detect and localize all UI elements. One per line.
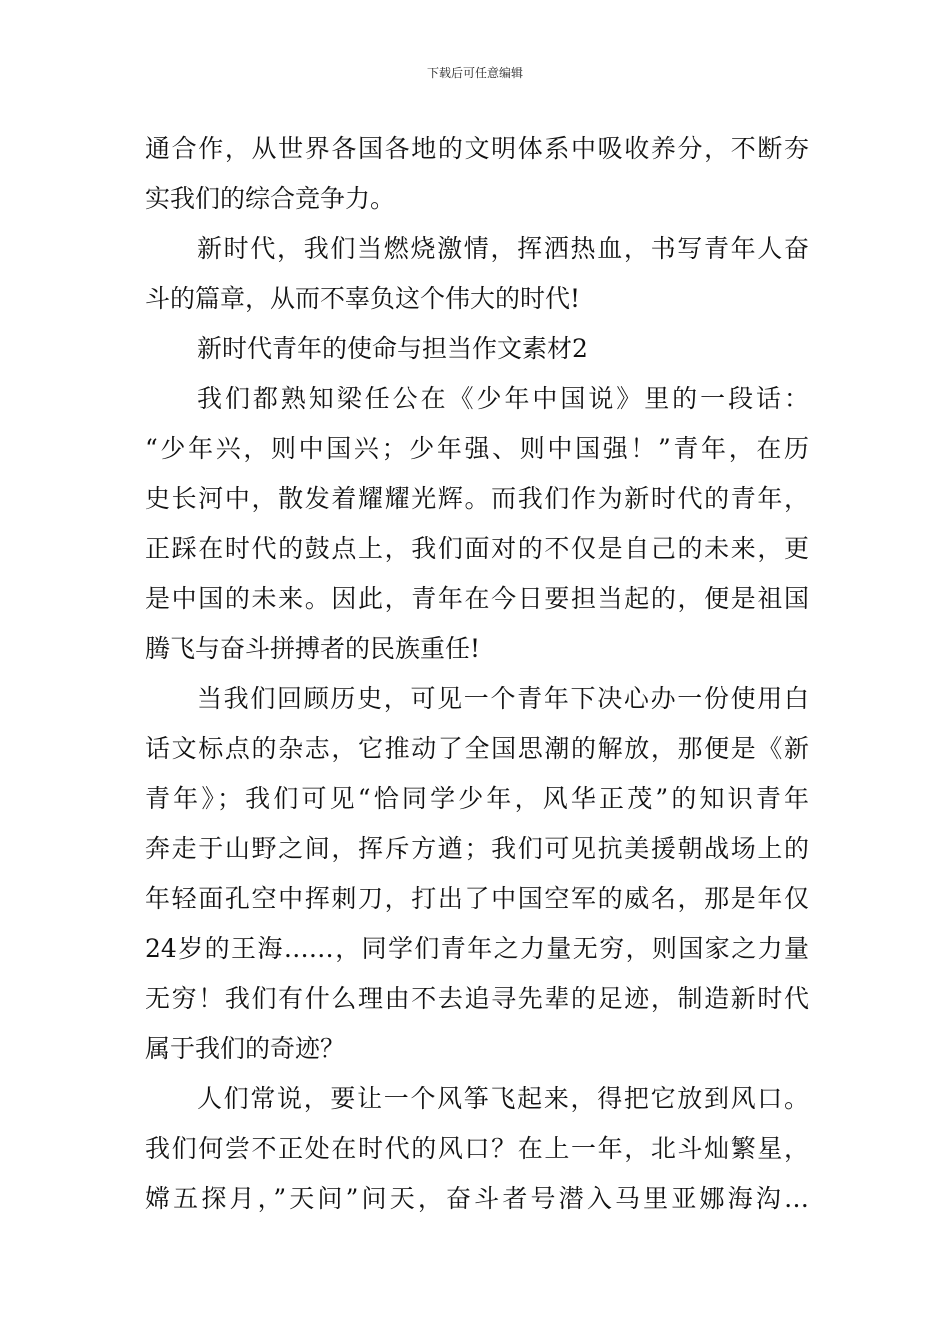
text-line: 我们都熟知梁任公在《少年中国说》里的一段话： — [197, 384, 809, 413]
text-line: “少年兴，则中国兴；少年强、则中国强！”青年，在历 — [145, 434, 809, 463]
text-line: 无穷！我们有什么理由不去追寻先辈的足迹，制造新时代 — [145, 984, 809, 1013]
text-line: 当我们回顾历史，可见一个青年下决心办一份使用白 — [197, 684, 809, 713]
text-line: 正踩在时代的鼓点上，我们面对的不仅是自己的未来，更 — [145, 534, 809, 563]
text-line: 是中国的未来。因此，青年在今日要担当起的，便是祖国 — [145, 584, 809, 613]
text-line: 我们何尝不正处在时代的风口？在上一年，北斗灿繁星， — [145, 1134, 809, 1163]
document-body — [145, 124, 809, 1224]
text-line: 奔走于山野之间，挥斥方遒；我们可见抗美援朝战场上的 — [145, 834, 809, 863]
text-line: 斗的篇章，从而不辜负这个伟大的时代! — [145, 284, 581, 313]
text-line: 青年》；我们可见“恰同学少年，风华正茂”的知识青年 — [145, 784, 809, 813]
text-line: 属于我们的奇迹？ — [145, 1034, 346, 1063]
text-line: 人们常说，要让一个风筝飞起来，得把它放到风口。 — [197, 1084, 809, 1113]
text-line: 话文标点的杂志，它推动了全国思潮的解放，那便是《新 — [145, 734, 809, 763]
text-line: 史长河中，散发着耀耀光辉。而我们作为新时代的青年， — [145, 484, 809, 513]
text-line: 新时代，我们当燃烧激情，挥洒热血，书写青年人奋 — [197, 234, 809, 263]
section-title: 新时代青年的使命与担当作文素材2 — [197, 334, 588, 363]
text-line: 通合作，从世界各国各地的文明体系中吸收养分，不断夯 — [145, 134, 809, 163]
text-line: 嫦五探月，”天问”问天，奋斗者号潜入马里亚娜海沟… — [145, 1184, 809, 1213]
text-line: 年轻面孔空中挥刺刀，打出了中国空军的威名，那是年仅 — [145, 884, 809, 913]
text-line: 实我们的综合竞争力。 — [145, 184, 396, 213]
text-line: 24岁的王海……，同学们青年之力量无穷，则国家之力量 — [145, 934, 809, 963]
text-line: 腾飞与奋斗拼搏者的民族重任! — [145, 634, 481, 663]
page-header: 下载后可任意编辑 — [426, 66, 523, 80]
